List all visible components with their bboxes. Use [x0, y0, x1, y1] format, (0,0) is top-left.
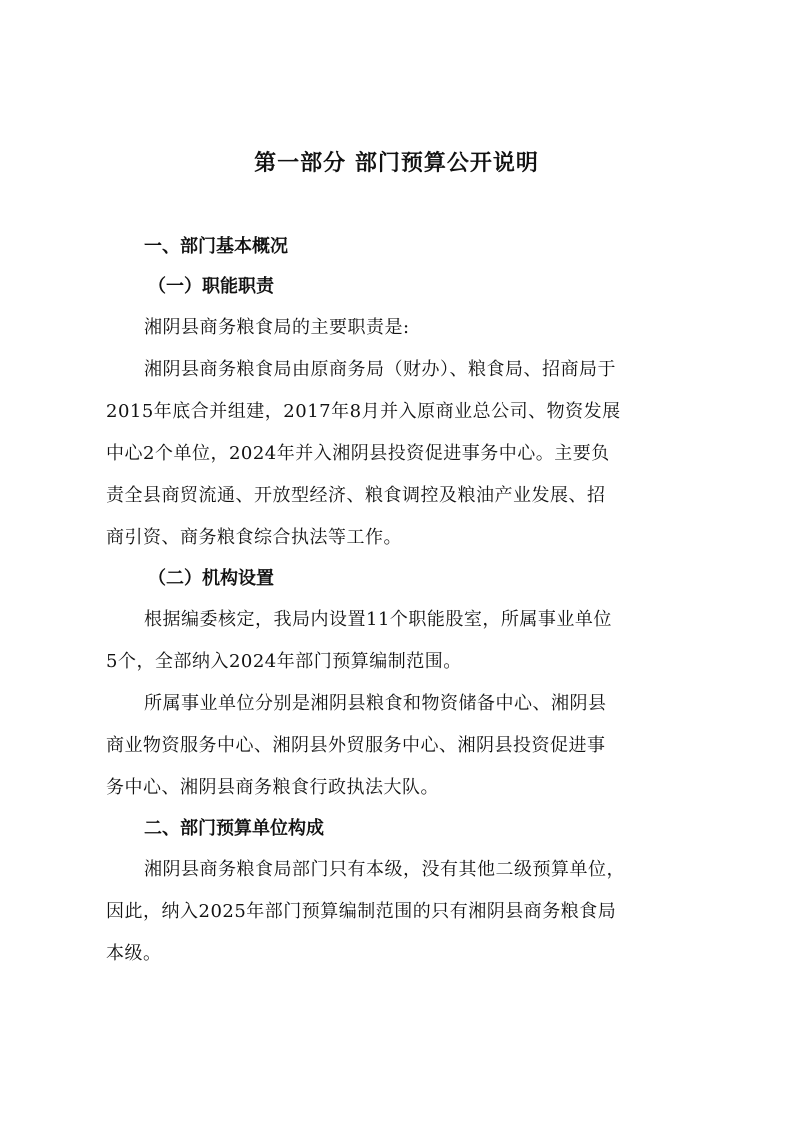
section-heading-budget-units: 二、部门预算单位构成: [144, 818, 324, 839]
text-line: 商引资、商务粮食综合执法等工作。: [106, 527, 402, 548]
text-line: 因此，纳入2025年部门预算编制范围的只有湘阴县商务粮食局: [106, 901, 617, 922]
text-line: 根据编委核定，我局内设置11个职能股室，所属事业单位: [144, 609, 612, 630]
text-line: 本级。: [106, 943, 162, 964]
paragraph-organization: [106, 599, 690, 683]
paragraph-budget-units: [106, 849, 690, 975]
text-line: 中心2个单位，2024年并入湘阴县投资促进事务中心。主要负: [106, 443, 610, 464]
page-title: 第一部分 部门预算公开说明: [254, 151, 539, 176]
subsection-heading-organization: （二）机构设置: [148, 568, 274, 589]
paragraph-duties-detail: [106, 349, 690, 559]
text-line: 5个，全部纳入2024年部门预算编制范围。: [106, 651, 462, 672]
text-line: 湘阴县商务粮食局部门只有本级，没有其他二级预算单位，: [144, 859, 625, 880]
text-line: 湘阴县商务粮食局由原商务局（财办）、粮食局、招商局于: [144, 359, 616, 380]
text-line: 责全县商贸流通、开放型经济、粮食调控及粮油产业发展、招: [106, 485, 606, 506]
text-line: 2015年底合并组建，2017年8月并入原商业总公司、物资发展: [106, 401, 621, 422]
subsection-heading-duties: （一）职能职责: [148, 276, 274, 297]
text-line: 湘阴县商务粮食局的主要职责是:: [144, 317, 410, 338]
document-body: [106, 227, 690, 975]
text-line: 商业物资服务中心、湘阴县外贸服务中心、湘阴县投资促进事: [106, 735, 606, 756]
paragraph-affiliated-units: [106, 683, 690, 809]
text-line: 务中心、湘阴县商务粮食行政执法大队。: [106, 777, 439, 798]
paragraph-duties-intro: [106, 307, 690, 349]
section-heading-basic-overview: 一、部门基本概况: [144, 236, 288, 257]
text-line: 所属事业单位分别是湘阴县粮食和物资储备中心、湘阴县: [144, 693, 607, 714]
